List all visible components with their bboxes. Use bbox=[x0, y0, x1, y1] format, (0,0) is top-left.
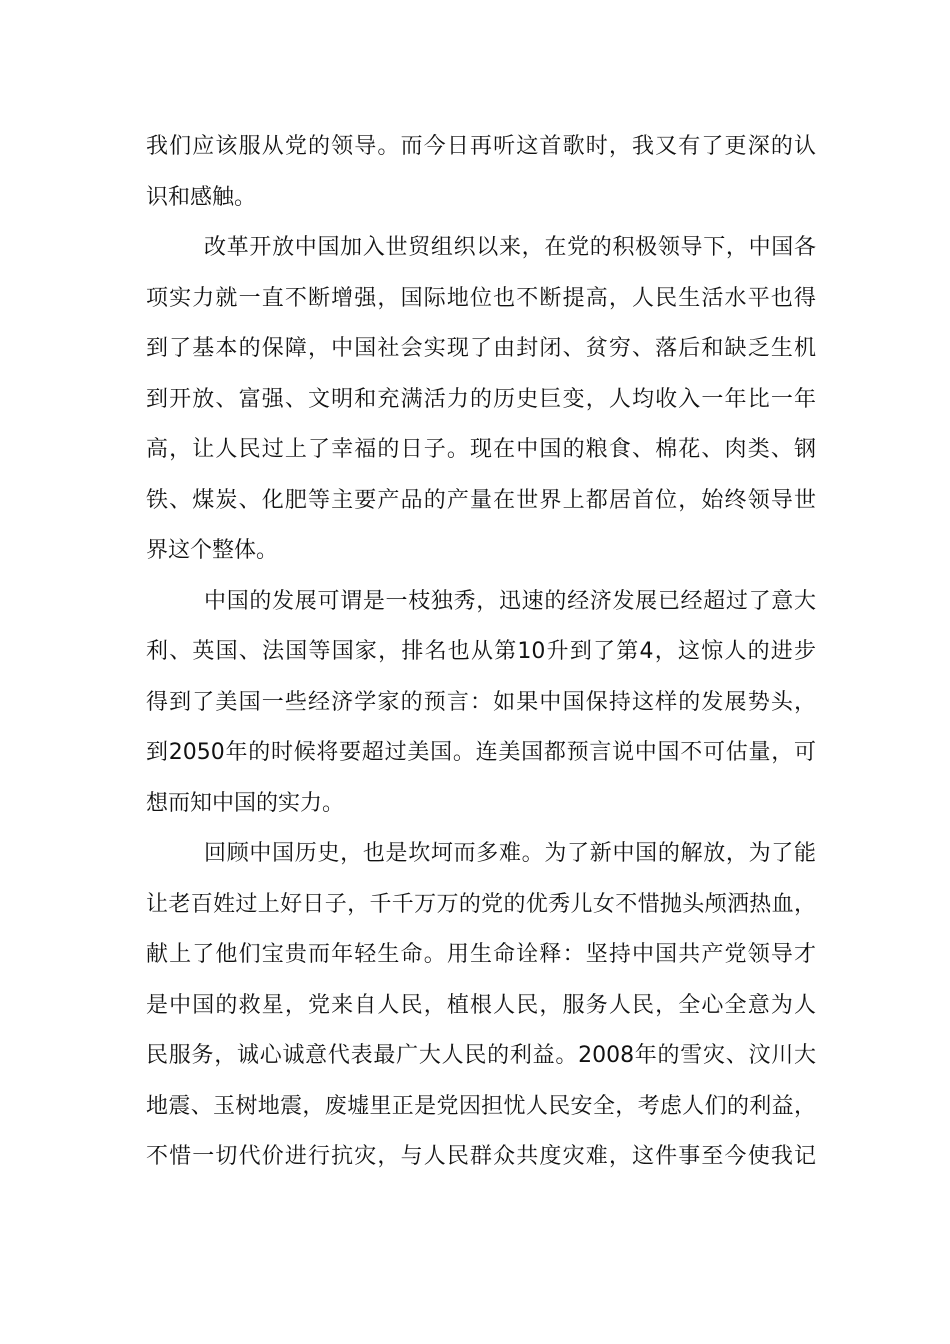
text-line: 民服务，诚心诚意代表最广大人民的利益。2008年的雪灾、汶川大 bbox=[146, 1043, 816, 1068]
text-line: 到了基本的保障，中国社会实现了由封闭、贫穷、落后和缺乏生机 bbox=[146, 336, 816, 361]
document-body bbox=[146, 122, 816, 1183]
paragraph-first-line: 改革开放中国加入世贸组织以来，在党的积极领导下，中国各 bbox=[204, 235, 816, 260]
text-line: 让老百姓过上好日子，千千万万的党的优秀儿女不惜抛头颅洒热血， bbox=[146, 891, 816, 917]
text-line: 是中国的救星，党来自人民，植根人民，服务人民，全心全意为人 bbox=[146, 992, 816, 1018]
text-line: 想而知中国的实力。 bbox=[146, 790, 345, 816]
text-line: 不惜一切代价进行抗灾，与人民群众共度灾难，这件事至今使我记 bbox=[146, 1144, 816, 1169]
paragraph-first-line: 回顾中国历史，也是坎坷而多难。为了新中国的解放，为了能 bbox=[204, 841, 816, 866]
text-line: 高，让人民过上了幸福的日子。现在中国的粮食、棉花、肉类、钢 bbox=[146, 437, 816, 462]
text-line: 项实力就一直不断增强，国际地位也不断提高，人民生活水平也得 bbox=[146, 285, 816, 311]
text-line: 识和感触。 bbox=[146, 184, 257, 210]
text-line: 界这个整体。 bbox=[146, 538, 279, 563]
paragraph-first-line: 中国的发展可谓是一枝独秀，迅速的经济发展已经超过了意大 bbox=[204, 588, 816, 614]
text-line: 地震、玉树地震，废墟里正是党因担忧人民安全，考虑人们的利益， bbox=[146, 1093, 816, 1119]
text-line: 献上了他们宝贵而年轻生命。用生命诠释：坚持中国共产党领导才 bbox=[146, 942, 816, 967]
text-line: 到开放、富强、文明和充满活力的历史巨变，人均收入一年比一年 bbox=[146, 386, 816, 412]
text-line: 到2050年的时候将要超过美国。连美国都预言说中国不可估量，可 bbox=[146, 740, 816, 765]
text-line: 铁、煤炭、化肥等主要产品的产量在世界上都居首位，始终领导世 bbox=[146, 487, 816, 513]
text-line: 我们应该服从党的领导。而今日再听这首歌时，我又有了更深的认 bbox=[146, 134, 816, 159]
text-line: 得到了美国一些经济学家的预言：如果中国保持这样的发展势头， bbox=[146, 689, 816, 715]
text-line: 利、英国、法国等国家，排名也从第10升到了第4，这惊人的进步 bbox=[146, 639, 816, 664]
